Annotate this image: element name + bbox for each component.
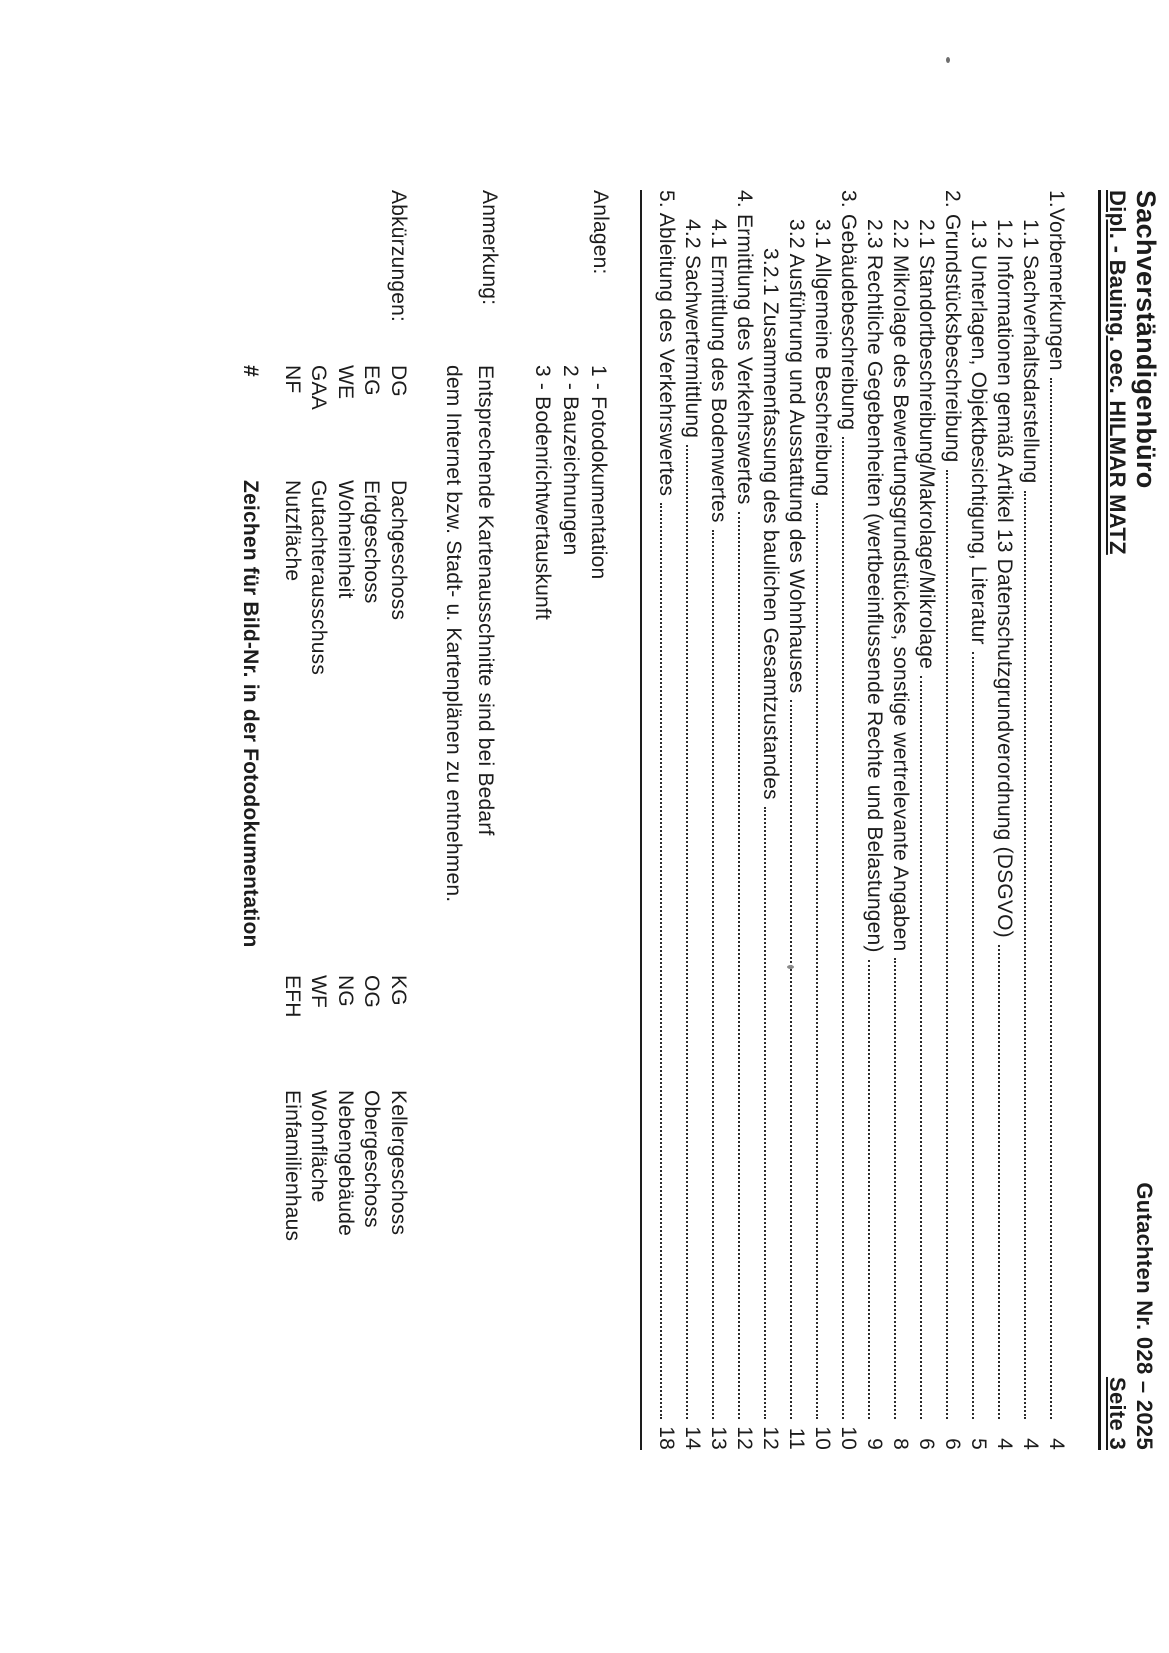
abbr-code: KG [387, 975, 410, 1006]
toc-entry-page: 14 [681, 1426, 704, 1450]
toc-entry-label: 2.1 Standortbeschreibung/Makrolage/Mikrolage [915, 219, 938, 670]
toc-dot-leader [712, 530, 714, 1419]
toc-entry-label: 3.2.1 Zusammenfassung des baulichen Gesamtzustandes [759, 248, 782, 800]
toc-entry-label: 4.1 Ermittlung des Bodenwertes [707, 219, 730, 523]
abbreviations-label [332, 190, 359, 365]
toc-entry-page: 5 [967, 1438, 990, 1450]
document-header [1098, 190, 1169, 1450]
toc-entry [860, 190, 886, 1450]
toc-entry [938, 190, 964, 1450]
annex-block [528, 190, 612, 1450]
annex-item: 1 - Fotodokumentation [587, 365, 610, 580]
toc-entry-page: 4 [993, 1438, 1016, 1450]
note-line: Entsprechende Kartenausschnitte sind bei Bedarf [474, 365, 497, 836]
abbr-code: EG [360, 365, 384, 396]
abbr-term: Kellergeschoss [387, 1090, 410, 1236]
toc-entry-page: 12 [733, 1426, 756, 1450]
toc-dot-leader [868, 960, 870, 1419]
abbr-code: EFH [281, 975, 304, 1018]
toc-entry-label: 1.Vorbemerkungen [1045, 190, 1068, 371]
annex-items [528, 365, 612, 620]
abbreviations-label [358, 190, 385, 365]
annex-label: Anlagen: [589, 190, 612, 275]
abbr-term: Erdgeschoss [360, 480, 384, 604]
toc-entry-label: 2. Grundstücksbeschreibung [941, 190, 964, 463]
hash-legend-row [238, 190, 265, 1450]
note-lines [437, 365, 501, 902]
toc-entry [834, 190, 860, 1450]
toc-entry [756, 190, 782, 1450]
header-row-1 [1130, 190, 1161, 1450]
table-of-contents [652, 190, 1068, 1450]
abbr-term: Dachgeschoss [387, 480, 410, 621]
note-label: Anmerkung: [478, 190, 501, 306]
scan-speck [787, 965, 794, 969]
toc-dot-leader [998, 945, 1000, 1419]
toc-dot-leader [894, 958, 896, 1419]
toc-dot-leader [946, 470, 948, 1419]
abbreviations-label: Abkürzungen: [387, 190, 410, 322]
abbr-code: NF [281, 365, 304, 394]
toc-entry [704, 190, 730, 1450]
toc-entry-page: 12 [759, 1426, 782, 1450]
toc-entry-page: 4 [1045, 1438, 1068, 1450]
toc-entry [652, 190, 678, 1450]
toc-entry [808, 190, 834, 1450]
toc-entry-page: 18 [655, 1426, 678, 1450]
abbr-code: NG [334, 975, 357, 1007]
toc-entry-page: 9 [863, 1438, 886, 1450]
page-number: Seite 3 [1105, 1376, 1130, 1450]
toc-entry-page: 6 [941, 1438, 964, 1450]
document-content [238, 190, 1169, 1450]
toc-entry [730, 190, 756, 1450]
abbreviations-label [305, 190, 332, 365]
toc-entry [990, 190, 1016, 1450]
toc-entry-label: 2.2 Mikrolage des Bewertungsgrundstückes, sonstige wertrelevante Angaben [889, 219, 912, 952]
report-number: Gutachten Nr. 028 – 2025 [1132, 1182, 1157, 1450]
abbr-term: Obergeschoss [360, 1090, 384, 1228]
abbr-term: Gutachterausschuss [307, 480, 331, 676]
scan-speck [946, 57, 950, 63]
toc-entry [678, 190, 704, 1450]
abbreviations-label [279, 190, 306, 365]
toc-entry-label: 3.2 Ausführung und Ausstattung des Wohnhauses [785, 219, 808, 694]
hash-symbol: # [239, 365, 263, 377]
toc-dot-leader [738, 512, 740, 1419]
toc-entry-label: 3.1 Allgemeine Beschreibung [811, 219, 834, 497]
abbr-term: Einfamilienhaus [281, 1090, 304, 1242]
toc-entry-label: 1.1 Sachverhaltsdarstellung [1019, 219, 1042, 484]
toc-dot-leader [972, 652, 974, 1419]
toc-dot-leader [1050, 378, 1052, 1419]
toc-entry-label: 2.3 Rechtliche Gegebenheiten (wertbeeinflussende Rechte und Belastungen) [863, 219, 886, 953]
abbr-term: Nebengebäude [334, 1090, 357, 1237]
annex-item: 3 - Bodenrichtwertauskunft [531, 365, 554, 620]
hash-legend-spacer [238, 190, 265, 365]
toc-entry-page: 4 [1019, 1438, 1042, 1450]
toc-entry-page: 13 [707, 1426, 730, 1450]
toc-entry [1042, 190, 1068, 1450]
toc-entry [912, 190, 938, 1450]
abbreviations-grid [279, 190, 412, 1450]
toc-entry-label: 4.2 Sachwertermittlung [681, 219, 704, 439]
toc-dot-leader [920, 676, 922, 1419]
toc-dot-leader [1024, 491, 1026, 1419]
toc-entry [1016, 190, 1042, 1450]
toc-entry-page: 11 [785, 1427, 808, 1450]
toc-dot-leader [660, 503, 662, 1419]
toc-entry-label: 3. Gebäudebeschreibung [837, 190, 860, 431]
toc-entry-page: 6 [915, 1438, 938, 1450]
abbr-term: Wohneinheit [334, 480, 357, 599]
abbr-term: Nutzfläche [281, 480, 304, 582]
toc-dot-leader [842, 437, 844, 1419]
annex-item: 2 - Bauzeichnungen [559, 365, 582, 556]
office-name: Sachverständigenbüro [1131, 190, 1161, 489]
office-owner: Dipl. - Bauing. oec. HILMAR MATZ [1105, 190, 1130, 555]
abbreviations-block [238, 190, 412, 1450]
abbr-code: WF [307, 975, 331, 1009]
hash-legend-text: Zeichen für Bild-Nr. in der Fotodokumentation [239, 480, 263, 948]
toc-entry [886, 190, 912, 1450]
toc-entry-label: 4. Ermittlung des Verkehrswertes [733, 190, 756, 505]
abbr-code: DG [387, 365, 410, 397]
abbr-term: Wohnfläche [307, 1090, 331, 1203]
abbr-code: OG [360, 975, 384, 1009]
toc-entry-page: 10 [837, 1426, 860, 1450]
toc-entry-label: 5. Ableitung des Verkehrswertes [655, 190, 678, 497]
toc-entry-page: 8 [889, 1438, 912, 1450]
toc-dot-leader [686, 445, 688, 1419]
toc-dot-leader [790, 700, 792, 1419]
abbr-code: WE [334, 365, 357, 400]
section-divider-rule [640, 190, 642, 1450]
toc-dot-leader [816, 503, 818, 1419]
toc-entry-label: 1.3 Unterlagen, Objektbesichtigung, Literatur [967, 219, 990, 645]
toc-dot-leader [764, 807, 766, 1419]
toc-entry-label: 1.2 Informationen gemäß Artikel 13 Datenschutzgrundverordnung (DSGVO) [993, 219, 1016, 938]
note-block [437, 190, 501, 1450]
toc-entry [782, 190, 808, 1450]
note-line: dem Internet bzw. Stadt- u. Kartenplänen zu entnehmen. [442, 365, 465, 903]
header-row-2 [1104, 190, 1130, 1450]
toc-entry-page: 10 [811, 1426, 834, 1450]
toc-entry [964, 190, 990, 1450]
abbr-code: GAA [307, 365, 331, 410]
